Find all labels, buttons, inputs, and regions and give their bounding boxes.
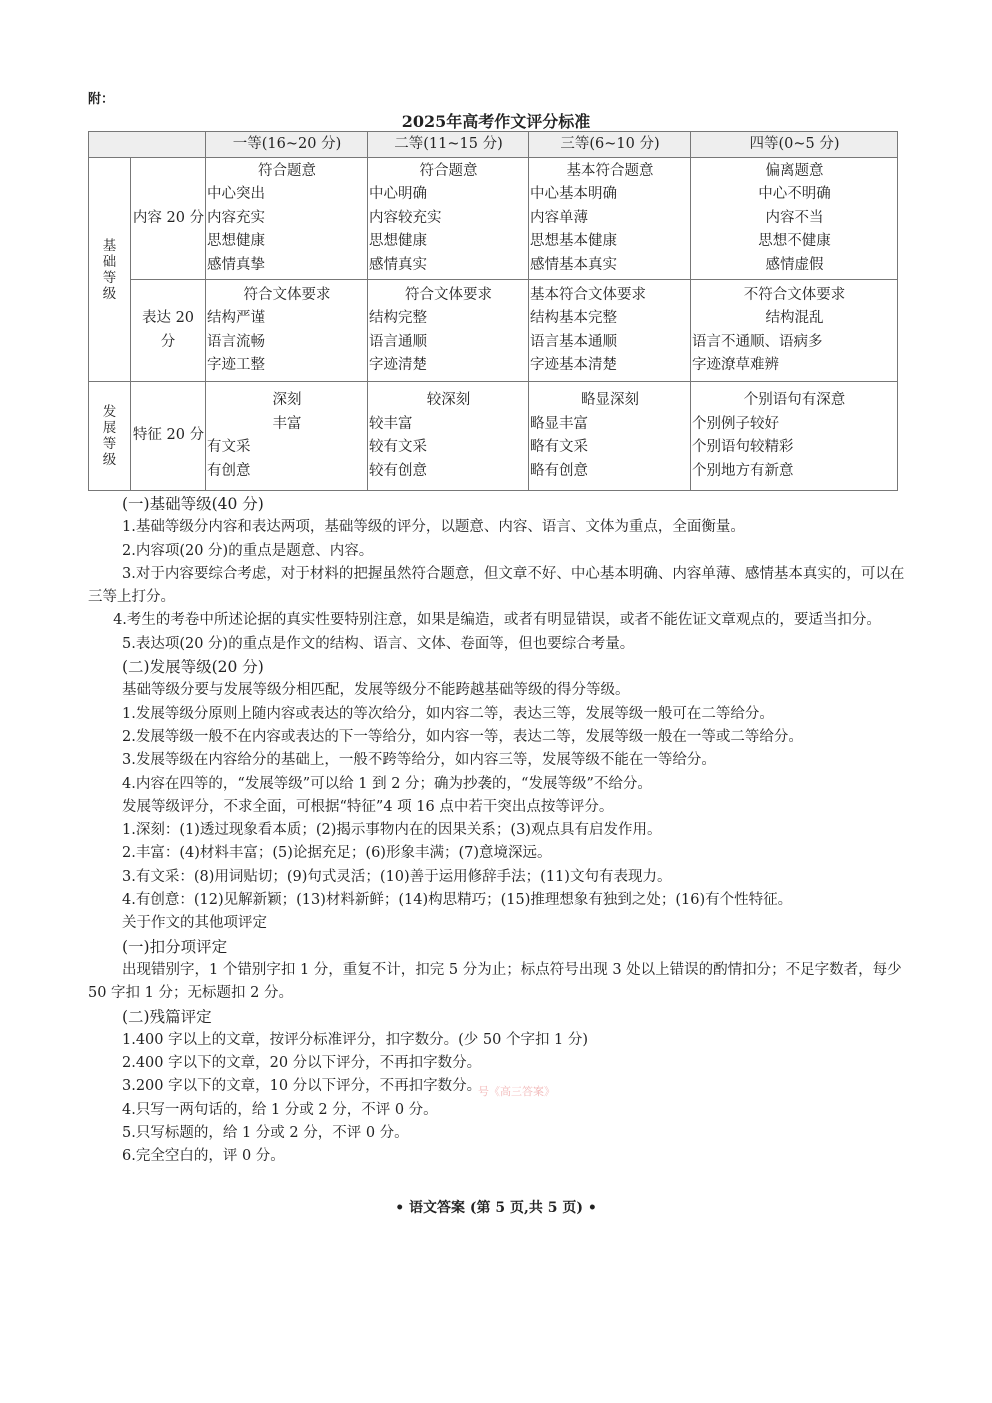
table-header-row <box>89 132 898 158</box>
criteria-line: 中心明确 <box>369 186 427 203</box>
paragraph: 3.发展等级在内容给分的基础上，一般不跨等给分，如内容三等，发展等级不能在一等给分。 <box>122 752 716 769</box>
scoring-notes <box>88 493 906 1169</box>
group-label: 基础等级 <box>89 158 131 382</box>
paragraph: 1.400 字以上的文章，按评分标准评分，扣字数分。(少 50 个字扣 1 分) <box>122 1031 589 1048</box>
criteria-cell <box>529 280 691 382</box>
criteria-cell <box>368 382 529 491</box>
paragraph: 1.基础等级分内容和表达两项，基础等级的评分，以题意、内容、语言、文体为重点，全面衡量。 <box>122 519 745 536</box>
paragraph: 4.有创意：(12)见解新颖；(13)材料新鲜；(14)构思精巧；(15)推理想象有独到之处；(16)有个性特征。 <box>122 892 793 909</box>
appendix-label: 附： <box>88 92 115 107</box>
header-blank <box>89 132 206 158</box>
paragraph: 3.200 字以下的文章，10 分以下评分，不再扣字数分。 <box>122 1078 482 1095</box>
criteria-line: 语言通顺 <box>369 333 427 350</box>
criteria-cell <box>206 158 368 280</box>
criteria-line: 中心基本明确 <box>530 186 617 203</box>
criteria-line: 偏离题意 <box>765 162 824 179</box>
paragraph: 2.发展等级一般不在内容或表达的下一等给分，如内容一等，表达二等，发展等级一般在一等或二等给分。 <box>122 728 803 745</box>
criteria-line: 个别地方有新意 <box>692 462 794 479</box>
criteria-line: 符合题意 <box>258 162 316 179</box>
criteria-line: 较有文采 <box>369 439 427 455</box>
row-label: 特征 20 分 <box>131 382 206 491</box>
section-heading: (一)扣分项评定 <box>122 937 228 956</box>
paragraph: 6.完全空白的，评 0 分。 <box>122 1148 285 1165</box>
paragraph: 4.只写一两句话的，给 1 分或 2 分，不评 0 分。 <box>122 1101 438 1118</box>
criteria-line: 感情真实 <box>369 256 427 273</box>
criteria-line: 语言不通顺、语病多 <box>692 333 823 350</box>
table-row <box>89 280 898 382</box>
criteria-line: 略有创意 <box>530 462 588 479</box>
criteria-line: 思想基本健康 <box>530 233 617 250</box>
criteria-line: 内容充实 <box>207 209 265 226</box>
criteria-line: 符合题意 <box>419 162 478 179</box>
criteria-line: 丰富 <box>272 415 302 432</box>
criteria-line: 有文采 <box>207 439 251 455</box>
criteria-cell <box>368 280 529 382</box>
criteria-line: 字迹工整 <box>207 357 265 373</box>
row-label: 表达 20 分 <box>131 280 206 382</box>
criteria-line: 内容不当 <box>765 209 824 226</box>
table-title: 2025年高考作文评分标准 <box>401 112 591 131</box>
criteria-line: 字迹潦草难辨 <box>692 357 779 373</box>
criteria-line: 感情虚假 <box>765 256 824 273</box>
criteria-cell <box>206 280 368 382</box>
criteria-line: 略显丰富 <box>530 415 588 432</box>
criteria-line: 思想健康 <box>207 233 265 250</box>
criteria-line: 有创意 <box>207 462 251 479</box>
header-grade: 二等(11~15 分) <box>368 132 529 158</box>
criteria-line: 思想不健康 <box>758 233 831 250</box>
criteria-cell <box>691 382 898 491</box>
criteria-line: 字迹基本清楚 <box>530 357 617 373</box>
paragraph: 1.发展等级分原则上随内容或表达的等次给分，如内容二等，表达三等，发展等级一般可在二等给分。 <box>122 705 774 722</box>
criteria-line: 个别语句有深意 <box>743 392 846 408</box>
paragraph: 2.400 字以下的文章，20 分以下评分，不再扣字数分。 <box>122 1055 482 1072</box>
table-row <box>89 382 898 491</box>
criteria-line: 不符合文体要求 <box>743 286 846 303</box>
criteria-line: 深刻 <box>272 392 302 408</box>
paragraph: 3.对于内容要综合考虑，对于材料的把握虽然符合题意，但文章不好、中心基本明确、内容单薄、感情基本真实的，可以在三等上打分。 <box>88 565 905 606</box>
criteria-line: 语言基本通顺 <box>530 333 617 350</box>
criteria-line: 略显深刻 <box>581 392 639 408</box>
criteria-line: 结构完整 <box>369 310 427 326</box>
group-label: 发展等级 <box>89 382 131 491</box>
criteria-line: 较有创意 <box>369 462 427 479</box>
header-grade: 四等(0~5 分) <box>691 132 898 158</box>
paragraph: 1.深刻：(1)透过现象看本质；(2)揭示事物内在的因果关系；(3)观点具有启发作用。 <box>122 822 662 839</box>
criteria-cell <box>368 158 529 280</box>
criteria-cell <box>529 158 691 280</box>
section-heading: (一)基础等级(40 分) <box>122 495 264 513</box>
criteria-line: 中心不明确 <box>758 186 831 203</box>
criteria-line: 较丰富 <box>369 415 413 432</box>
section-heading: (二)残篇评定 <box>122 1007 212 1026</box>
paragraph: 发展等级评分，不求全面，可根据“特征”4 项 16 点中若干突出点按等评分。 <box>122 798 614 815</box>
criteria-cell <box>529 382 691 491</box>
watermark: 号《高三答案》 <box>478 1085 555 1098</box>
criteria-line: 略有文采 <box>530 439 588 455</box>
criteria-line: 符合文体要求 <box>405 286 492 303</box>
paragraph: 5.只写标题的，给 1 分或 2 分，不评 0 分。 <box>122 1125 409 1142</box>
paragraph: 2.丰富：(4)材料丰富；(5)论据充足；(6)形象丰满；(7)意境深远。 <box>122 845 552 862</box>
criteria-cell <box>206 382 368 491</box>
criteria-line: 个别语句较精彩 <box>692 439 794 455</box>
criteria-line: 结构严谨 <box>207 310 265 326</box>
criteria-line: 内容单薄 <box>530 209 588 226</box>
table-row <box>89 158 898 280</box>
criteria-line: 结构混乱 <box>765 310 824 326</box>
criteria-line: 内容较充实 <box>369 209 442 226</box>
criteria-line: 语言流畅 <box>207 333 265 350</box>
paragraph: 3.有文采：(8)用词贴切；(9)句式灵活；(10)善于运用修辞手法；(11)文句有表现力。 <box>122 868 672 885</box>
header-grade: 一等(16~20 分) <box>206 132 368 158</box>
criteria-line: 个别例子较好 <box>692 415 779 432</box>
row-label: 内容 20 分 <box>131 158 206 280</box>
criteria-line: 中心突出 <box>207 186 265 203</box>
criteria-line: 感情基本真实 <box>530 256 617 273</box>
scoring-table <box>88 131 898 491</box>
criteria-line: 较深刻 <box>426 392 471 408</box>
criteria-line: 基本符合题意 <box>566 162 654 179</box>
page-footer: • 语文答案 (第 5 页,共 5 页) • <box>395 1200 597 1216</box>
paragraph: 2.内容项(20 分)的重点是题意、内容。 <box>122 542 374 559</box>
header-grade: 三等(6~10 分) <box>529 132 691 158</box>
paragraph: 关于作文的其他项评定 <box>122 915 267 932</box>
paragraph: 4.考生的考卷中所述论据的真实性要特别注意，如果是编造，或者有明显错误，或者不能佐证文章观点的，要适当扣分。 <box>113 612 881 629</box>
criteria-cell <box>691 158 898 280</box>
criteria-line: 感情真挚 <box>207 256 265 273</box>
criteria-line: 结构基本完整 <box>530 310 617 326</box>
section-heading: (二)发展等级(20 分) <box>122 658 264 677</box>
criteria-line: 字迹清楚 <box>369 357 427 373</box>
criteria-cell <box>691 280 898 382</box>
criteria-line: 符合文体要求 <box>243 286 331 303</box>
criteria-line: 基本符合文体要求 <box>530 286 646 303</box>
paragraph: 出现错别字，1 个错别字扣 1 分，重复不计，扣完 5 分为止；标点符号出现 3 处以上错误的酌情扣分；不足字数者，每少 50 字扣 1 分；无标题扣 2 分。 <box>88 961 902 1002</box>
paragraph: 4.内容在四等的，“发展等级”可以给 1 到 2 分；确为抄袭的，“发展等级”不给分。 <box>122 775 652 792</box>
paragraph: 5.表达项(20 分)的重点是作文的结构、语言、文体、卷面等，但也要综合考量。 <box>122 635 635 652</box>
criteria-line: 思想健康 <box>369 233 427 250</box>
paragraph: 基础等级分要与发展等级分相匹配，发展等级分不能跨越基础等级的得分等级。 <box>122 682 630 699</box>
